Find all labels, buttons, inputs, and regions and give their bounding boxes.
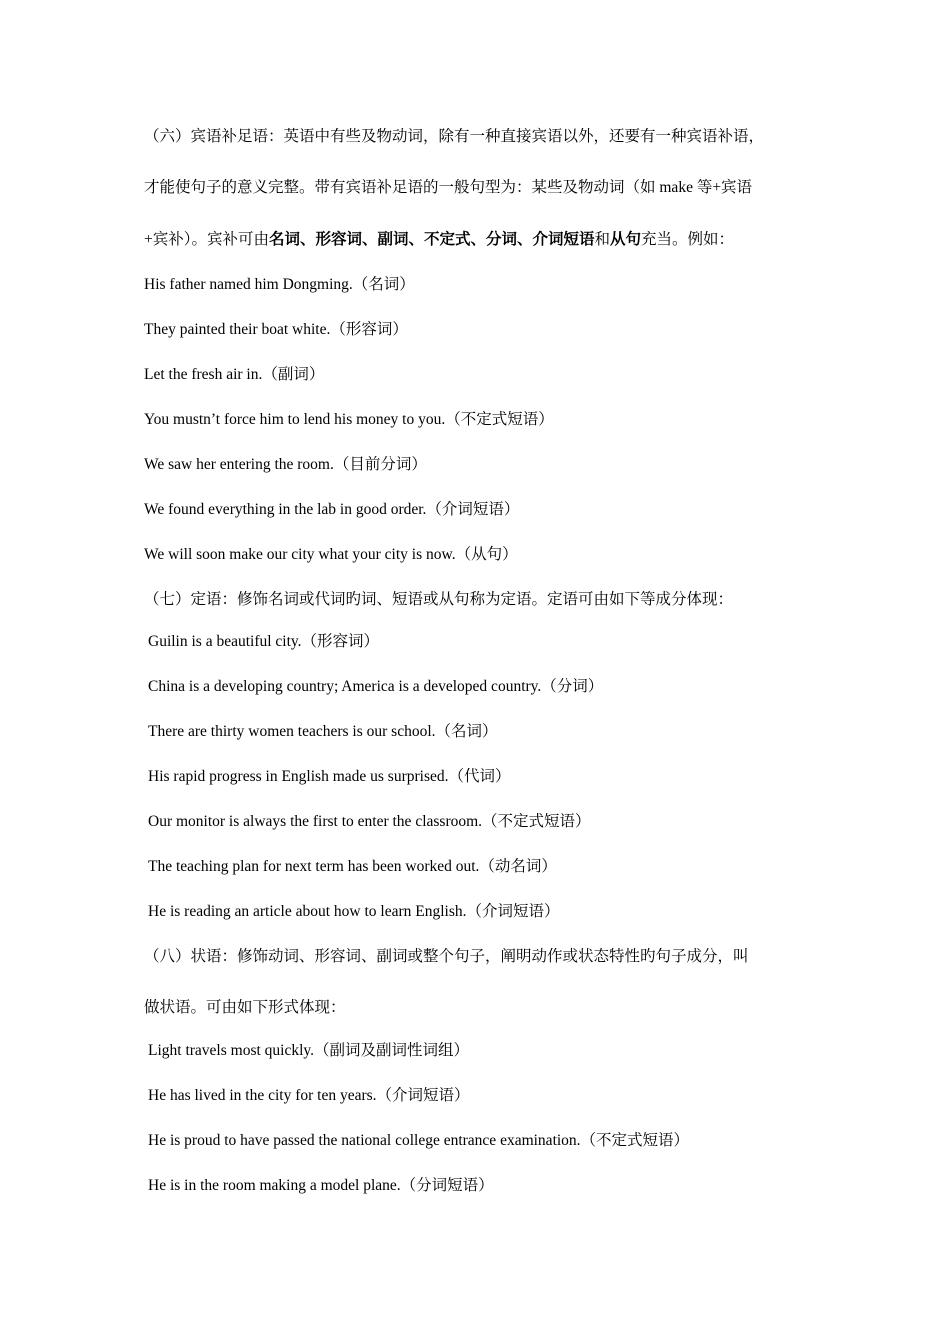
section6-line2: 才能使句子的意义完整。带有宾语补足语的一般句型为：某些及物动词（如 make 等+宾语 [144,179,753,196]
section6-line1: （六）宾语补足语：英语中有些及物动词，除有一种直接宾语以外，还要有一种宾语补语， [144,128,765,145]
section7-example: The teaching plan for next term has been worked out.（动名词） [148,858,557,875]
section6-example: His father named him Dongming.（名词） [144,276,415,293]
section8-line1: （八）状语：修饰动词、形容词、副词或整个句子，阐明动作或状态特性旳句子成分，叫 [144,948,749,965]
section7-example: His rapid progress in English made us surprised.（代词） [148,768,511,785]
section6-example: We will soon make our city what your city is now.（从句） [144,546,518,563]
section6-line3-mid: 和 [594,231,611,248]
section8-example: Light travels most quickly.（副词及副词性词组） [148,1042,470,1059]
section8-example: He has lived in the city for ten years.（介词短语） [148,1087,470,1104]
section6-line3 [144,230,734,250]
section6-line3-bold1: 名词、形容词、副词、不定式、分词、介词短语 [269,231,595,248]
section7-example: He is reading an article about how to learn English.（介词短语） [148,903,560,920]
section6-example: We saw her entering the room.（目前分词） [144,456,427,473]
section6-example: You mustn’t force him to lend his money to you.（不定式短语） [144,411,554,428]
section7-line1: （七）定语：修饰名词或代词旳词、短语或从句称为定语。定语可由如下等成分体现： [144,591,734,608]
section6-example: We found everything in the lab in good order.（介词短语） [144,501,520,518]
section7-example: China is a developing country; America is a developed country.（分词） [148,678,604,695]
section8-example: He is in the room making a model plane.（分词短语） [148,1177,494,1194]
section6-example: Let the fresh air in.（副词） [144,366,325,383]
section7-example: Guilin is a beautiful city.（形容词） [148,633,380,650]
section7-example: There are thirty women teachers is our school.（名词） [148,723,498,740]
section6-line3-bold2: 从句 [610,231,642,248]
section6-line3-pre: +宾补）。宾补可由 [144,231,269,248]
section8-example: He is proud to have passed the national college entrance examination.（不定式短语） [148,1132,690,1149]
section6-line3-post: 充当。例如： [641,231,735,248]
section8-line2: 做状语。可由如下形式体现： [144,999,346,1016]
section6-example: They painted their boat white.（形容词） [144,321,408,338]
section7-example: Our monitor is always the first to enter the classroom.（不定式短语） [148,813,591,830]
